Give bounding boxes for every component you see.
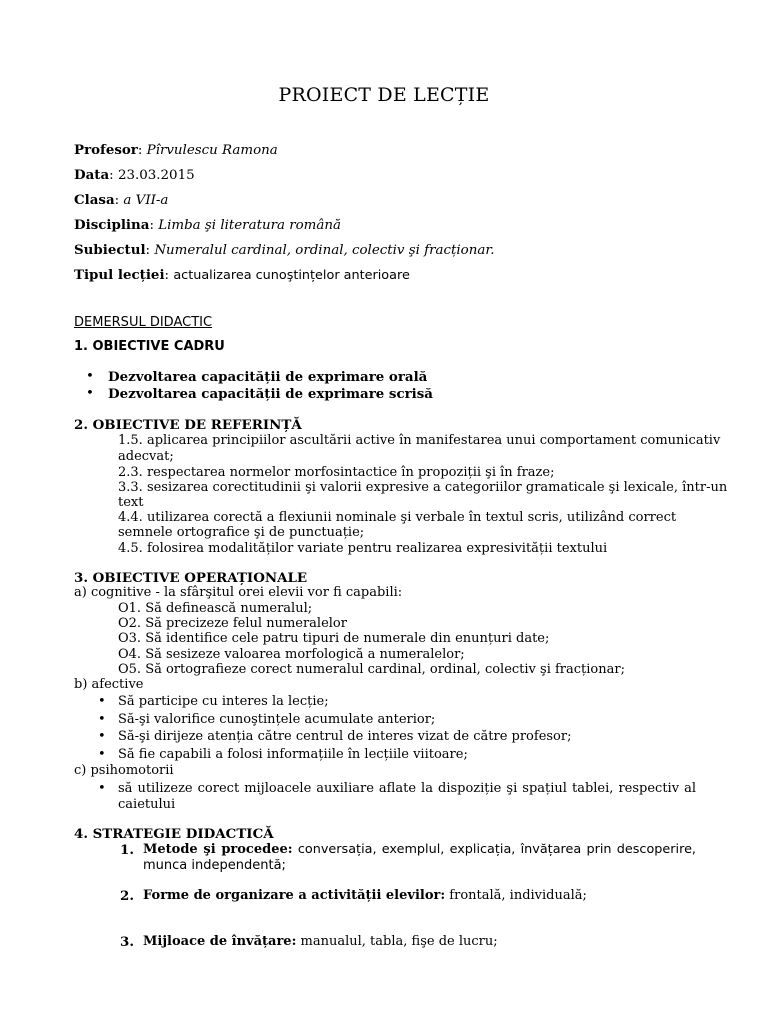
clasa-label: Clasa bbox=[74, 192, 115, 208]
afective-intro: b) afective bbox=[74, 677, 144, 692]
demersul-heading: DEMERSUL DIDACTIC bbox=[74, 315, 213, 330]
strategy-number: 2. bbox=[120, 888, 134, 904]
sec2-line: 4.5. folosirea modalităților variate pentru realizarea expresivității textului bbox=[118, 541, 608, 556]
sec2-line: semnele ortografice şi de punctuație; bbox=[118, 525, 365, 540]
sec2-line: 3.3. sesizarea corectitudinii şi valorii expresive a categoriilor gramaticale şi lexicale, într-un bbox=[118, 480, 728, 495]
sec2-line: text bbox=[118, 495, 144, 510]
objective-item: O5. Să ortografieze corect numeralul cardinal, ordinal, colectiv şi fracționar; bbox=[118, 662, 625, 677]
cognitive-intro: a) cognitive - la sfârşitul orei elevii vor fi capabili: bbox=[74, 585, 403, 600]
sec1-item: Dezvoltarea capacității de exprimare scrisă bbox=[108, 386, 433, 402]
strategy-text: frontală, individuală; bbox=[449, 888, 587, 903]
meta-profesor: Profesor: Pîrvulescu Ramona bbox=[74, 142, 278, 158]
strategy-text-cont: munca independentă; bbox=[143, 858, 286, 873]
bullet-icon: • bbox=[98, 729, 106, 744]
strategy-text: conversația, exemplul, explicația, învățarea prin descoperire, bbox=[297, 842, 697, 857]
bullet-icon: • bbox=[98, 694, 106, 709]
sec4-heading: 4. STRATEGIE DIDACTICĂ bbox=[74, 826, 274, 842]
objective-item: O4. Să sesizeze valoarea morfologică a numeralelor; bbox=[118, 647, 465, 662]
strategy-number: 3. bbox=[120, 934, 134, 950]
sec2-line: 4.4. utilizarea corectă a flexiunii nominale şi verbale în textul scris, utilizând correct bbox=[118, 510, 677, 525]
sec1-heading: 1. OBIECTIVE CADRU bbox=[74, 339, 225, 354]
meta-disciplina: Disciplina: Limba şi literatura română bbox=[74, 217, 341, 233]
objective-item: O3. Să identifice cele patru tipuri de numerale din enunțuri date; bbox=[118, 631, 550, 646]
bullet-icon: • bbox=[86, 369, 94, 384]
bullet-icon: • bbox=[86, 386, 94, 401]
subiectul-value: Numeralul cardinal, ordinal, colectiv şi fracționar. bbox=[154, 243, 495, 258]
meta-tipul: Tipul lecției: actualizarea cunoştințelor anterioare bbox=[74, 267, 410, 283]
strategy-item-2 bbox=[143, 888, 587, 904]
profesor-value: Pîrvulescu Ramona bbox=[146, 143, 278, 158]
meta-data: Data: 23.03.2015 bbox=[74, 167, 195, 183]
strategy-item-1 bbox=[143, 842, 696, 858]
psiho-intro: c) psihomotorii bbox=[74, 763, 174, 778]
strategy-item-3 bbox=[143, 934, 498, 950]
data-label: Data bbox=[74, 167, 110, 183]
meta-clasa: Clasa: a VII-a bbox=[74, 192, 169, 208]
psiho-item-line1: să utilizeze corect mijloacele auxiliare aflate la dispoziție şi spațiul tablei, respectiv al bbox=[118, 781, 696, 796]
bullet-icon: • bbox=[98, 712, 106, 727]
sec1-item: Dezvoltarea capacității de exprimare orală bbox=[108, 369, 428, 385]
objective-item: O2. Să precizeze felul numeralelor bbox=[118, 616, 347, 631]
strategy-label: Metode şi procedee: bbox=[143, 842, 293, 857]
objective-item: O1. Să definească numeralul; bbox=[118, 601, 313, 616]
psiho-item-line2: caietului bbox=[118, 797, 176, 812]
sec2-line: 2.3. respectarea normelor morfosintactice în propoziții şi în fraze; bbox=[118, 465, 555, 480]
afective-item: Să fie capabili a folosi informațiile în lecțiile viitoare; bbox=[118, 747, 468, 762]
strategy-label: Forme de organizare a activității elevilor: bbox=[143, 888, 446, 903]
sec2-heading: 2. OBIECTIVE DE REFERINȚĂ bbox=[74, 417, 302, 433]
afective-item: Să-şi dirijeze atenția către centrul de interes vizat de către profesor; bbox=[118, 729, 572, 744]
data-value: 23.03.2015 bbox=[117, 168, 195, 183]
profesor-label: Profesor bbox=[74, 142, 138, 158]
strategy-label: Mijloace de învățare: bbox=[143, 934, 297, 949]
subiectul-label: Subiectul bbox=[74, 242, 146, 258]
meta-subiectul: Subiectul: Numeralul cardinal, ordinal, colectiv şi fracționar. bbox=[74, 242, 495, 258]
afective-item: Să-şi valorifice cunoştințele acumulate anterior; bbox=[118, 712, 436, 727]
bullet-icon: • bbox=[98, 781, 106, 796]
clasa-value: a VII-a bbox=[123, 193, 169, 208]
disciplina-label: Disciplina bbox=[74, 217, 150, 233]
afective-item: Să participe cu interes la lecție; bbox=[118, 694, 329, 709]
tipul-value: actualizarea cunoştințelor anterioare bbox=[173, 268, 410, 283]
disciplina-value: Limba şi literatura română bbox=[158, 218, 341, 233]
sec2-line: 1.5. aplicarea principiilor ascultării active în manifestarea unui comportament comunicativ bbox=[118, 433, 721, 448]
document-title: PROIECT DE LECȚIE bbox=[278, 84, 490, 106]
sec3-heading: 3. OBIECTIVE OPERAȚIONALE bbox=[74, 570, 308, 586]
sec2-line: adecvat; bbox=[118, 449, 174, 464]
bullet-icon: • bbox=[98, 747, 106, 762]
strategy-number: 1. bbox=[120, 842, 134, 858]
tipul-label: Tipul lecției bbox=[74, 267, 165, 283]
strategy-text: manualul, tabla, fişe de lucru; bbox=[300, 934, 498, 949]
